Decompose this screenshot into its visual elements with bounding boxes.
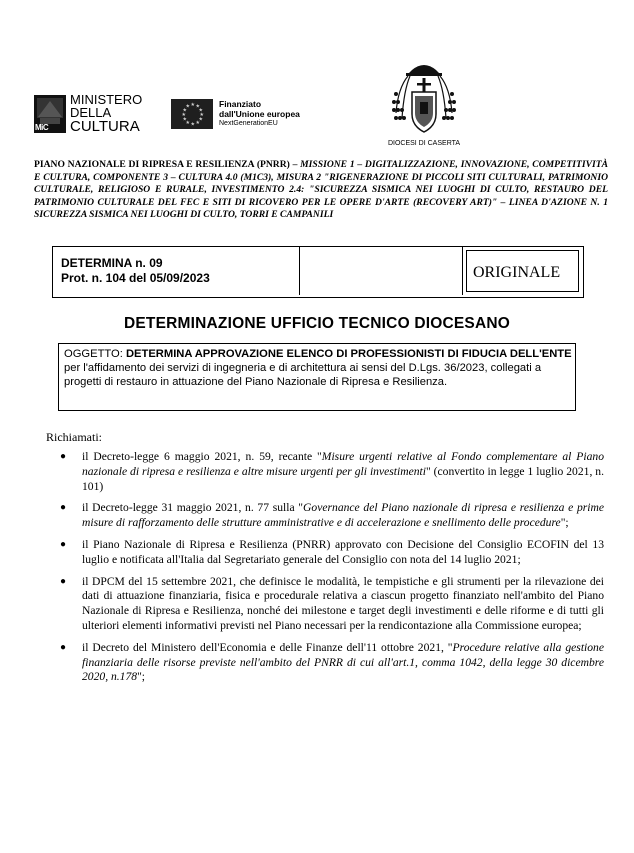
svg-text:★: ★: [190, 102, 195, 108]
bullet-icon: ●: [60, 641, 67, 653]
svg-text:★: ★: [190, 121, 195, 128]
svg-text:★: ★: [199, 112, 204, 118]
pnrr-title-lead: PIANO NAZIONALE DI RIPRESA E RESILIENZA (PNRR) –: [34, 159, 301, 170]
oggetto-label: OGGETTO:: [64, 348, 126, 360]
determina-box: [52, 246, 584, 298]
svg-text:★: ★: [182, 107, 187, 114]
list-item: ● il Decreto-legge 31 maggio 2021, n. 77 sulla "Governance del Piano nazionale di ripresa e resilienza e prime misure di rafforzamento delle strutture amministrative e di accelerazione e snellimento delle procedure";: [60, 501, 604, 530]
oggetto-bold: DETERMINA APPROVAZIONE ELENCO DI PROFESSIONISTI DI FIDUCIA DELL'ENTE: [125, 348, 572, 360]
eu-logo: [171, 99, 321, 131]
bullet-icon: ●: [60, 575, 67, 587]
oggetto-rest: per l'affidamento dei servizi di ingegneria e di architettura ai sensi del D.Lgs. 36/2023, collegati a progetti di restauro in attuazione del Piano Nazionale di Ripresa e Resilienza.: [64, 362, 542, 388]
ministry-line1: MINISTERO: [70, 92, 143, 107]
svg-text:★: ★: [182, 116, 187, 123]
oggetto-box: [58, 343, 576, 411]
mic-emblem-label: MiC: [35, 123, 49, 132]
svg-text:★: ★: [198, 116, 203, 123]
svg-text:★: ★: [185, 120, 190, 126]
determina-empty-cell: [300, 247, 463, 295]
eu-line3: NextGenerationEU: [219, 120, 278, 127]
determina-status: ORIGINALE: [473, 264, 561, 281]
richiamati-label: Richiamati:: [46, 430, 102, 444]
main-heading: DETERMINAZIONE UFFICIO TECNICO DIOCESANO: [123, 315, 511, 332]
determina-number: DETERMINA n. 09: [61, 256, 163, 270]
list-item: ● il Decreto del Ministero dell'Economia e delle Finanze dell'11 ottobre 2021, "Procedure relative alla gestione finanziaria delle risorse previste nell'ambito del PNRR di cui all'art.1, comma 1042, della legge 30 dicembre 2020, n.178";: [60, 640, 605, 684]
diocese-logo: [384, 58, 464, 150]
bullet-icon: ●: [60, 451, 67, 462]
pnrr-title-rest: MISSIONE 1 – DIGITALIZZAZIONE, INNOVAZIONE, COMPETITIVITÀ E CULTURA, COMPONENTE 3 – CULTURA 4.0 (M1C3), MISURA 2 "RIGENERAZIONE DI PICCOLI SITI CULTURALI, PATRIMONIO CULTURALE, RELIGIOSO E RURALE, INVESTIMENTO 2.4: "SICUREZZA SISMICA NEI LUOGHI DI CULTO, RESTAURO DEL PATRIMONIO CULTURALE DEL FEC E SITI DI RICOVERO PER LE OPERE D'ARTE (RECOVERY ART)" – LINEA D'AZIONE N. 1 SICUREZZA SISMICA NEI LUOGHI DI CULTO, TORRI E CAMPANILI: [34, 159, 608, 220]
list-item: ● il Piano Nazionale di Ripresa e Resilienza (PNRR) approvato con Decisione del Consiglio ECOFIN del 13 luglio e notificata all'Italia dal Segretariato generale del Consiglio con nota del 14 luglio 2021;: [60, 537, 604, 566]
ministry-logo: [34, 93, 154, 137]
bullet-icon: ●: [60, 502, 67, 514]
ministry-line3: CULTURA: [70, 118, 140, 135]
svg-text:★: ★: [198, 107, 203, 114]
diocese-name: DIOCESI DI CASERTA: [387, 140, 461, 147]
svg-text:★: ★: [195, 103, 200, 110]
determina-prot: Prot. n. 104 del 05/09/2023: [61, 271, 210, 285]
pnrr-title: [34, 159, 608, 222]
bullet-icon: ●: [60, 538, 67, 550]
determina-status-cell: [463, 247, 582, 295]
richiamati-list: [44, 450, 604, 692]
eu-line2: dall'Unione europea: [219, 109, 300, 119]
eu-line1: Finanziato: [219, 99, 262, 109]
svg-text:★: ★: [195, 120, 200, 126]
svg-text:★: ★: [185, 103, 190, 110]
mic-emblem-icon: [34, 95, 66, 133]
ministry-line2: DELLA: [70, 105, 112, 120]
coat-of-arms-icon: [384, 58, 464, 138]
list-item: ● il Decreto-legge 6 maggio 2021, n. 59, recante "Misure urgenti relative al Fondo complementare al Piano nazionale di ripresa e resilienza e altre misure urgenti per gli investimenti" (convertito in legge 1 luglio 2021, n. 101): [60, 450, 604, 493]
svg-text:★: ★: [181, 112, 186, 118]
list-item: ● il DPCM del 15 settembre 2021, che definisce le modalità, le tempistiche e gli strumenti per la rilevazione dei dati di attuazione finanziaria, fisica e procedurale relativa a ciascun progetto finanziato nell'ambito del Piano Nazionale di Ripresa e Resilienza, nonché dei milestone e target degli investimenti e delle riforme e di tutti gli ulteriori elementi informativi previsti nel Piano necessari per la rendicontazione alla Commissione europea;: [60, 574, 604, 632]
eu-flag-icon: [171, 99, 213, 129]
determina-number-cell: [53, 247, 300, 295]
